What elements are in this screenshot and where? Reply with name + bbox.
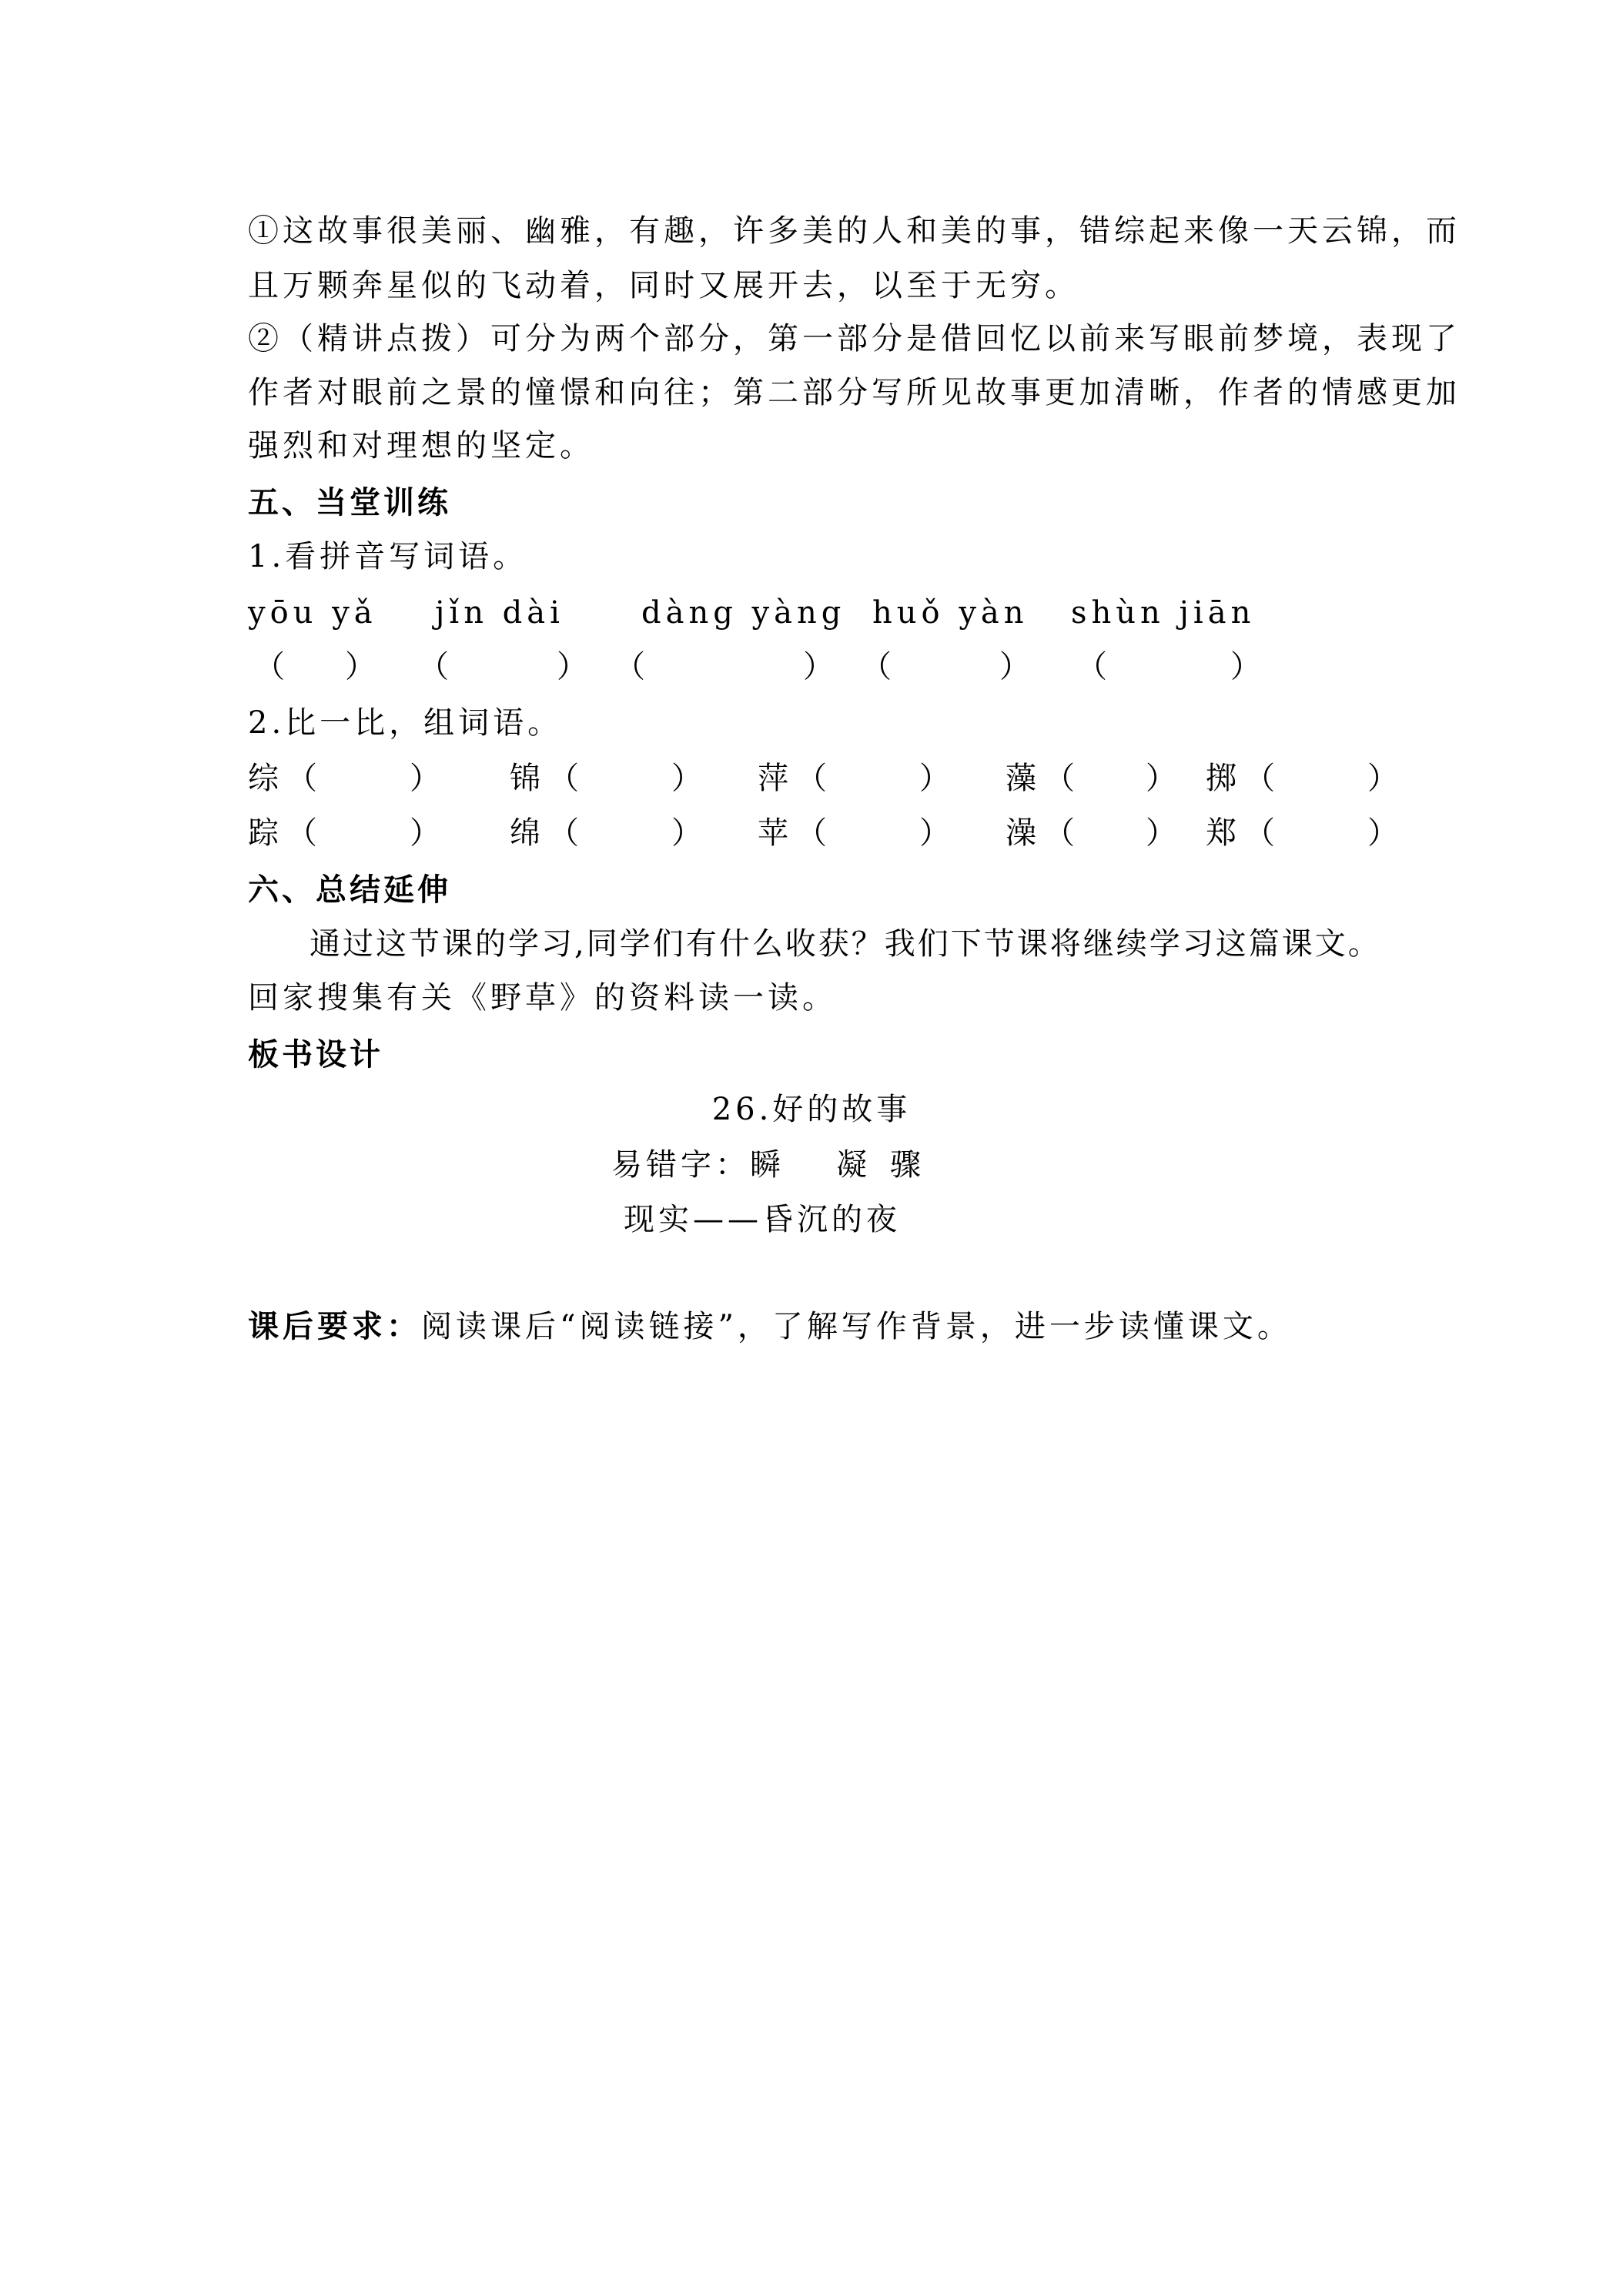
- board-typo-3: 骤: [890, 1147, 925, 1183]
- blank-open: （: [796, 815, 827, 851]
- homework-text: 阅读课后“阅读链接”，了解写作背景，进一步读懂课文。: [421, 1309, 1292, 1344]
- compare-char-2-2: 绵: [510, 815, 540, 851]
- pinyin-1: yōu yǎ: [248, 595, 377, 631]
- answer-blank-5-close: ）: [1230, 649, 1261, 684]
- blank-open: （: [1244, 815, 1275, 851]
- blank-close: ）: [919, 761, 950, 796]
- analysis-point-2-cont: 作者对眼前之景的憧憬和向往；第二部分写所见故事更加清晰，作者的情感更加: [248, 375, 1461, 410]
- blank-close: ）: [671, 761, 702, 796]
- blank-open: （: [548, 761, 579, 796]
- board-design-heading: 板书设计: [248, 1037, 383, 1073]
- analysis-point-1-cont: 且万颗奔星似的飞动着，同时又展开去，以至于无穷。: [248, 268, 1079, 303]
- board-lesson-title: 26.好的故事: [711, 1092, 912, 1127]
- homework-line: [248, 1307, 1292, 1347]
- blank-close: ）: [410, 761, 440, 796]
- section-5-heading: 五、当堂训练: [248, 485, 451, 520]
- answer-blank-3-open: （: [614, 649, 645, 684]
- blank-open: （: [1244, 761, 1275, 796]
- compare-char-1-2: 锦: [510, 761, 540, 796]
- section-6-heading: 六、总结延伸: [248, 872, 451, 908]
- answer-blank-5-open: （: [1076, 649, 1107, 684]
- compare-char-1-1: 综: [248, 761, 279, 796]
- analysis-point-2-cont2: 强烈和对理想的坚定。: [248, 428, 594, 464]
- question-2: 2.比一比，组词语。: [248, 705, 563, 741]
- blank-close: ）: [1146, 815, 1176, 851]
- compare-char-1-4: 藻: [1006, 761, 1036, 796]
- compare-char-2-3: 苹: [758, 815, 788, 851]
- blank-close: ）: [1367, 815, 1398, 851]
- pinyin-3: dàng yàng: [641, 595, 846, 631]
- homework-label: 课后要求：: [248, 1309, 421, 1344]
- board-typos-label: 易错字：瞬: [611, 1147, 785, 1183]
- answer-blank-2-close: ）: [557, 649, 587, 684]
- blank-close: ）: [1146, 761, 1176, 796]
- pinyin-5: shùn jiān: [1071, 595, 1256, 631]
- blank-open: （: [1044, 815, 1075, 851]
- summary-paragraph: 通过这节课的学习,同学们有什么收获？我们下节课将继续学习这篇课文。: [310, 926, 1381, 962]
- summary-paragraph-cont: 回家搜集有关《野草》的资料读一读。: [248, 980, 837, 1016]
- pinyin-2: jǐn dài: [435, 595, 564, 631]
- answer-blank-1-open: （: [254, 649, 285, 684]
- blank-open: （: [796, 761, 827, 796]
- answer-blank-1-close: ）: [345, 649, 376, 684]
- answer-blank-4-open: （: [861, 649, 892, 684]
- board-reality-line: 现实——昏沉的夜: [624, 1202, 901, 1237]
- board-typo-2: 凝: [836, 1147, 871, 1183]
- answer-blank-3-close: ）: [803, 649, 834, 684]
- blank-open: （: [548, 815, 579, 851]
- analysis-point-2: ②（精讲点拨）可分为两个部分，第一部分是借回忆以前来写眼前梦境，表现了: [248, 321, 1461, 356]
- compare-char-1-3: 萍: [758, 761, 788, 796]
- answer-blank-4-close: ）: [999, 649, 1030, 684]
- question-1: 1.看拼音写词语。: [248, 539, 528, 574]
- answer-blank-2-open: （: [418, 649, 449, 684]
- blank-open: （: [286, 815, 317, 851]
- blank-close: ）: [671, 815, 702, 851]
- blank-open: （: [286, 761, 317, 796]
- analysis-point-1: ①这故事很美丽、幽雅，有趣，许多美的人和美的事，错综起来像一天云锦，而: [248, 213, 1461, 249]
- blank-open: （: [1044, 761, 1075, 796]
- compare-char-1-5: 掷: [1206, 761, 1236, 796]
- pinyin-4: huǒ yàn: [872, 595, 1029, 631]
- blank-close: ）: [410, 815, 440, 851]
- blank-close: ）: [1367, 761, 1398, 796]
- compare-char-2-4: 澡: [1006, 815, 1036, 851]
- compare-char-2-1: 踪: [248, 815, 279, 851]
- blank-close: ）: [919, 815, 950, 851]
- compare-char-2-5: 郑: [1206, 815, 1236, 851]
